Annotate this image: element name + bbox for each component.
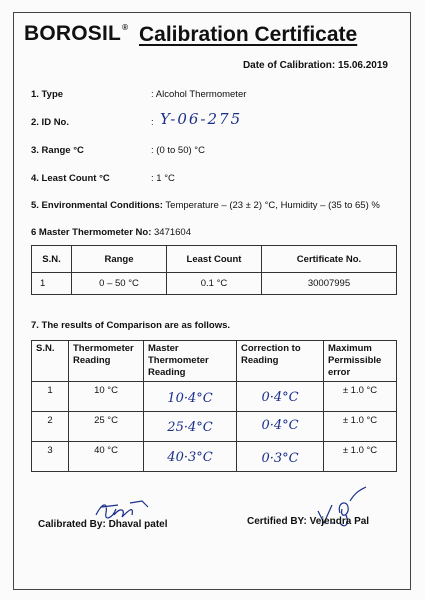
master-table [31, 245, 397, 295]
master-table-header [32, 246, 397, 273]
header-sn: S.N. [32, 246, 72, 273]
cell-correction-handwritten: 0·3°C [261, 451, 299, 466]
master-thermometer [31, 227, 191, 238]
calibrated-by: Calibrated By: Dhaval patel [38, 519, 168, 530]
range-label: 3. Range °C [31, 145, 84, 156]
cell-sn: 1 [32, 273, 72, 295]
comparison-table-header [32, 341, 397, 382]
header-least-count: Least Count [167, 246, 262, 273]
cell-correction-handwritten: 0·4°C [261, 390, 299, 405]
id-value-handwritten: Y-06-275 [160, 110, 243, 128]
least-count-label: 4. Least Count °C [31, 173, 110, 184]
cell-thermometer-reading: 40 °C [69, 442, 144, 472]
header-correction: Correction to Reading [237, 341, 324, 382]
table-row [32, 273, 397, 295]
table-row [32, 442, 397, 472]
table-row [32, 412, 397, 442]
cell-max-error: ± 1.0 °C [324, 442, 397, 472]
least-count-value: : 1 °C [151, 173, 175, 184]
environmental-conditions [31, 200, 380, 211]
cell-max-error: ± 1.0 °C [324, 412, 397, 442]
header-master-reading: Master Thermometer Reading [144, 341, 237, 382]
cell-max-error: ± 1.0 °C [324, 382, 397, 412]
calibration-date: Date of Calibration: 15.06.2019 [242, 60, 388, 71]
header-range: Range [72, 246, 167, 273]
header-sn: S.N. [32, 341, 69, 382]
range-value: : (0 to 50) °C [151, 145, 205, 156]
header-certificate-no: Certificate No. [262, 246, 397, 273]
id-colon: : [151, 117, 154, 128]
cell-correction-handwritten: 0·4°C [261, 418, 299, 433]
cell-sn: 2 [32, 412, 69, 442]
env-label: 5. Environmental Conditions: [31, 200, 163, 211]
header-max-error: Maximum Permissible error [324, 341, 397, 382]
cell-least-count: 0.1 °C [167, 273, 262, 295]
type-label: 1. Type [31, 89, 64, 100]
env-value: Temperature – (23 ± 2) °C, Humidity – (35 to 65) % [165, 200, 380, 211]
cell-sn: 1 [32, 382, 69, 412]
borosil-logo: BOROSIL® [24, 22, 129, 45]
master-value: 3471604 [154, 227, 191, 238]
cell-thermometer-reading: 25 °C [69, 412, 144, 442]
cell-certificate-no: 30007995 [262, 273, 397, 295]
id-label: 2. ID No. [31, 117, 70, 128]
type-value: : Alcohol Thermometer [151, 89, 247, 100]
comparison-heading: 7. The results of Comparison are as follows. [31, 320, 231, 331]
certificate-page [13, 12, 411, 590]
certified-by: Certified BY: Vejendra Pal [247, 516, 370, 527]
master-label: 6 Master Thermometer No: [31, 227, 152, 238]
cell-master-reading-handwritten: 10·4°C [167, 391, 213, 406]
comparison-table [31, 340, 397, 472]
certificate-title: Calibration Certificate [139, 23, 358, 46]
cell-master-reading-handwritten: 25·4°C [167, 420, 213, 435]
cell-master-reading-handwritten: 40·3°C [167, 450, 213, 465]
header-thermometer-reading: Thermometer Reading [69, 341, 144, 382]
cell-sn: 3 [32, 442, 69, 472]
cell-range: 0 – 50 °C [72, 273, 167, 295]
table-row [32, 382, 397, 412]
cell-thermometer-reading: 10 °C [69, 382, 144, 412]
